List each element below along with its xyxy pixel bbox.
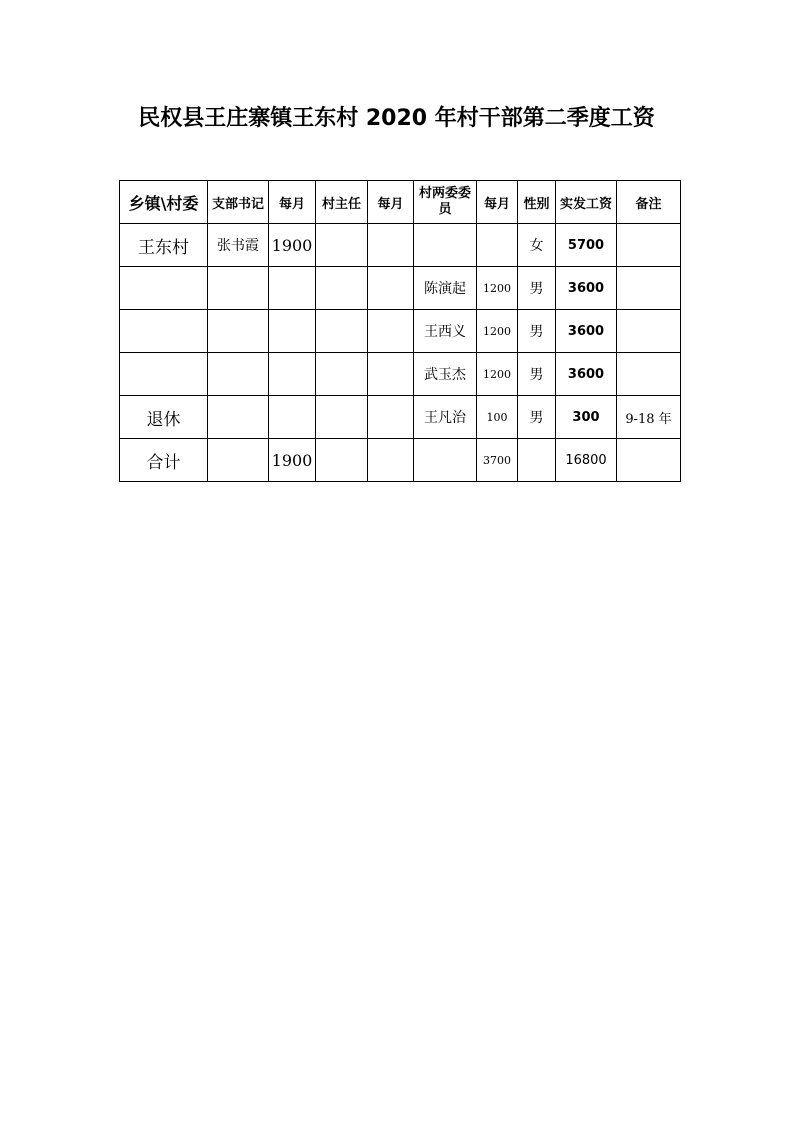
header-gender: 性别 [518,181,556,224]
cell-committee: 陈演起 [414,267,477,310]
cell-gender: 男 [518,353,556,396]
cell-secretary: 张书霞 [208,224,269,267]
cell-committee-monthly: 1200 [477,310,518,353]
table-row [120,224,681,267]
cell-committee [414,224,477,267]
header-committee-monthly: 每月 [477,181,518,224]
cell-committee-monthly: 1200 [477,267,518,310]
cell-director-monthly [368,267,414,310]
salary-table [119,180,681,482]
cell-remarks [617,439,681,482]
cell-director [316,267,368,310]
cell-secretary-monthly [269,267,316,310]
cell-remarks [617,310,681,353]
header-committee: 村两委委员 [414,181,477,224]
cell-org: 退休 [120,396,208,439]
cell-director-monthly [368,224,414,267]
cell-committee-monthly: 1200 [477,353,518,396]
cell-committee: 王西义 [414,310,477,353]
cell-secretary-monthly [269,396,316,439]
cell-org: 合计 [120,439,208,482]
cell-director-monthly [368,396,414,439]
cell-director-monthly [368,353,414,396]
cell-director [316,310,368,353]
cell-secretary-monthly: 1900 [269,439,316,482]
cell-gender: 男 [518,267,556,310]
cell-director [316,396,368,439]
cell-actual-pay: 300 [556,396,617,439]
table-row [120,353,681,396]
cell-secretary [208,396,269,439]
cell-gender [518,439,556,482]
cell-actual-pay: 3600 [556,353,617,396]
cell-org [120,353,208,396]
header-actual-pay: 实发工资 [556,181,617,224]
cell-gender: 女 [518,224,556,267]
cell-director [316,439,368,482]
cell-secretary [208,353,269,396]
cell-secretary [208,310,269,353]
cell-remarks [617,267,681,310]
header-secretary-monthly: 每月 [269,181,316,224]
cell-actual-pay: 16800 [556,439,617,482]
table-total-row [120,439,681,482]
cell-committee: 武玉杰 [414,353,477,396]
cell-remarks [617,353,681,396]
header-director-monthly: 每月 [368,181,414,224]
cell-director [316,224,368,267]
cell-actual-pay: 3600 [556,310,617,353]
cell-committee-monthly [477,224,518,267]
cell-committee-monthly: 3700 [477,439,518,482]
table-header-row [120,181,681,224]
cell-org: 王东村 [120,224,208,267]
cell-director [316,353,368,396]
cell-org [120,310,208,353]
header-secretary: 支部书记 [208,181,269,224]
cell-secretary [208,267,269,310]
table-row [120,267,681,310]
cell-gender: 男 [518,396,556,439]
cell-org [120,267,208,310]
cell-actual-pay: 5700 [556,224,617,267]
cell-gender: 男 [518,310,556,353]
cell-committee: 王凡治 [414,396,477,439]
cell-committee-monthly: 100 [477,396,518,439]
cell-secretary [208,439,269,482]
table-row [120,310,681,353]
table-row [120,396,681,439]
cell-director-monthly [368,439,414,482]
cell-secretary-monthly [269,353,316,396]
header-director: 村主任 [316,181,368,224]
cell-remarks [617,224,681,267]
cell-secretary-monthly: 1900 [269,224,316,267]
cell-secretary-monthly [269,310,316,353]
header-org: 乡镇\村委 [120,181,208,224]
cell-remarks: 9-18 年 [617,396,681,439]
cell-director-monthly [368,310,414,353]
header-remarks: 备注 [617,181,681,224]
cell-committee [414,439,477,482]
cell-actual-pay: 3600 [556,267,617,310]
page-title: 民权县王庄寨镇王东村 2020 年村干部第二季度工资 [138,106,655,131]
